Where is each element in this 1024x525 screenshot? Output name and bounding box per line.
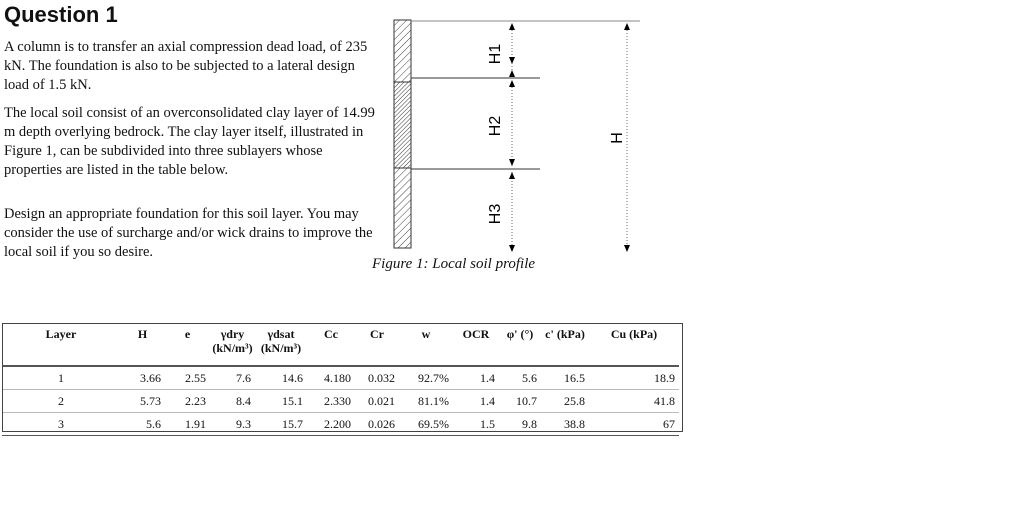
table-row (2, 390, 679, 413)
cell: 69.5% (399, 413, 453, 436)
cell: 0.026 (355, 413, 399, 436)
h1-dimension (509, 23, 515, 77)
cell: 10.7 (499, 390, 541, 413)
cell: 0.021 (355, 390, 399, 413)
figure-caption: Figure 1: Local soil profile (372, 256, 536, 272)
soil-properties-table (2, 323, 679, 436)
label-h1: H1 (487, 43, 504, 65)
cell: 1.91 (165, 413, 210, 436)
paragraph-soil: The local soil consist of an overconsolidated clay layer of 14.99 m depth overlying bedrock. The clay layer itself, illustrated in Figure 1, can be subdivided into three sublayers whose properties are listed in the table below. (4, 105, 375, 178)
wall-middle (394, 82, 411, 168)
cell: 2.330 (307, 390, 355, 413)
header-w: w (421, 327, 431, 341)
cell: 2.23 (165, 390, 210, 413)
paragraph-design: Design an appropriate foundation for this soil layer. You may consider the use of surcharge and/or wick drains to improve the local soil if you so desire. (4, 206, 373, 260)
cell: 25.8 (541, 390, 589, 413)
table-row (2, 366, 679, 390)
header-cc: Cc (324, 327, 338, 341)
cell: 5.73 (120, 390, 165, 413)
cell: 8.4 (210, 390, 255, 413)
label-h3: H3 (487, 203, 504, 225)
cell: 81.1% (399, 390, 453, 413)
cell: 1.4 (453, 390, 499, 413)
table-header-row (2, 323, 679, 366)
cell: 4.180 (307, 366, 355, 390)
header-c-prime: c' (kPa) (545, 327, 585, 341)
header-gamma-dsat: γdsat (kN/m³) (260, 327, 302, 355)
header-cr: Cr (370, 327, 384, 341)
cell: 18.9 (589, 366, 679, 390)
header-cu: Cu (kPa) (610, 327, 658, 341)
soil-profile-figure (370, 14, 650, 256)
question-title: Question 1 (4, 2, 118, 27)
cell: 5.6 (120, 413, 165, 436)
cell: 14.6 (255, 366, 307, 390)
cell: 1.5 (453, 413, 499, 436)
cell: 5.6 (499, 366, 541, 390)
cell: 67 (589, 413, 679, 436)
cell: 0.032 (355, 366, 399, 390)
label-h2: H2 (487, 115, 504, 137)
header-phi: φ' (°) (506, 327, 534, 341)
cell: 15.7 (255, 413, 307, 436)
cell: 1.4 (453, 366, 499, 390)
paragraph-load: A column is to transfer an axial compression dead load, of 235 kN. The foundation is also to be subjected to a lateral design load of 1.5 kN. (4, 39, 368, 93)
cell: 3 (2, 413, 120, 436)
cell: 9.3 (210, 413, 255, 436)
cell: 16.5 (541, 366, 589, 390)
cell: 15.1 (255, 390, 307, 413)
header-h: H (137, 327, 148, 341)
cell: 2.200 (307, 413, 355, 436)
label-h: H (609, 132, 626, 144)
cell: 2.55 (165, 366, 210, 390)
wall-upper (394, 20, 411, 82)
cell: 3.66 (120, 366, 165, 390)
table-row (2, 413, 679, 436)
cell: 92.7% (399, 366, 453, 390)
cell: 38.8 (541, 413, 589, 436)
header-ocr: OCR (462, 327, 490, 341)
cell: 9.8 (499, 413, 541, 436)
wall-lower (394, 168, 411, 248)
h3-dimension (509, 172, 515, 252)
header-layer: Layer (45, 327, 77, 341)
header-e: e (184, 327, 191, 341)
cell: 1 (2, 366, 120, 390)
h2-dimension (509, 80, 515, 166)
cell: 7.6 (210, 366, 255, 390)
header-gamma-dry: γdry (kN/m³) (212, 327, 253, 355)
cell: 2 (2, 390, 120, 413)
cell: 41.8 (589, 390, 679, 413)
